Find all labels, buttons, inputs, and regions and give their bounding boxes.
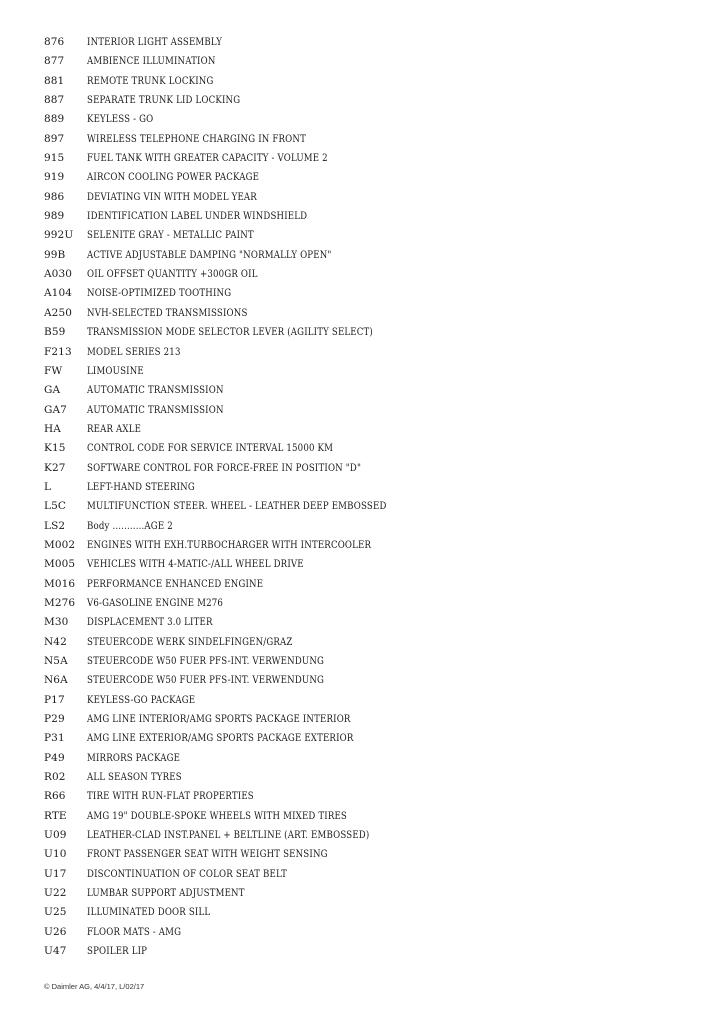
option-description: DISPLACEMENT 3.0 LITER (87, 617, 213, 629)
option-row (44, 420, 684, 439)
option-code: LS2 (44, 519, 66, 532)
option-code: 99B (44, 248, 66, 261)
option-code: U09 (44, 829, 67, 842)
option-row (44, 362, 684, 381)
option-code: B59 (44, 326, 66, 339)
option-row (44, 343, 684, 362)
option-row (44, 459, 684, 478)
option-row (44, 575, 684, 594)
option-row (44, 188, 684, 207)
option-description: MULTIFUNCTION STEER. WHEEL - LEATHER DEEP EMBOSSED (87, 501, 387, 513)
option-code: N5A (44, 655, 68, 667)
option-description: ACTIVE ADJUSTABLE DAMPING "NORMALLY OPEN" (87, 249, 332, 261)
option-row (44, 845, 684, 864)
option-code: A104 (44, 287, 73, 300)
option-code: M276 (44, 596, 76, 609)
option-code: P49 (44, 751, 65, 764)
option-description: FLOOR MATS - AMG (87, 926, 182, 938)
option-row (44, 536, 684, 555)
option-code: HA (44, 422, 61, 435)
option-code: 897 (44, 132, 65, 145)
option-row (44, 304, 684, 323)
option-description: MODEL SERIES 213 (87, 346, 181, 358)
option-description: DISCONTINUATION OF COLOR SEAT BELT (87, 868, 288, 880)
option-row (44, 826, 684, 845)
option-row (44, 52, 684, 71)
option-code: A250 (44, 306, 73, 319)
option-row (44, 787, 684, 806)
option-code-list (44, 33, 684, 962)
option-row (44, 478, 684, 497)
option-code: 889 (44, 113, 65, 126)
option-code: U26 (44, 925, 67, 938)
option-row (44, 652, 684, 671)
option-row (44, 226, 684, 245)
option-code: RTE (44, 809, 67, 822)
option-row (44, 284, 684, 303)
option-row (44, 942, 684, 961)
option-description: SPOILER LIP (87, 946, 148, 958)
option-code: 992U (44, 229, 74, 242)
option-description: Body ...........AGE 2 (87, 520, 173, 532)
option-row (44, 110, 684, 129)
option-description: LEFT-HAND STEERING (87, 481, 195, 493)
option-row (44, 246, 684, 265)
option-row (44, 265, 684, 284)
option-code: 919 (44, 171, 65, 184)
option-description: AUTOMATIC TRANSMISSION (87, 404, 224, 416)
option-code: L (44, 480, 52, 493)
option-description: PERFORMANCE ENHANCED ENGINE (87, 578, 264, 590)
copyright-footer: © Daimler AG, 4/4/17, L/02/17 (44, 982, 145, 991)
option-code: 881 (44, 74, 65, 87)
option-row (44, 749, 684, 768)
option-description: SEPARATE TRUNK LID LOCKING (87, 95, 241, 107)
option-row (44, 33, 684, 52)
option-code: U25 (44, 906, 67, 919)
option-row (44, 884, 684, 903)
option-row (44, 710, 684, 729)
option-row (44, 555, 684, 574)
option-description: AUTOMATIC TRANSMISSION (87, 385, 224, 397)
option-code: FW (44, 364, 63, 377)
option-code: U47 (44, 945, 67, 958)
option-code: GA (44, 384, 61, 397)
option-row (44, 72, 684, 91)
option-description: REAR AXLE (87, 423, 142, 435)
option-description: LIMOUSINE (87, 365, 144, 377)
option-description: TRANSMISSION MODE SELECTOR LEVER (AGILITY SELECT) (87, 327, 373, 339)
option-code: 887 (44, 94, 65, 107)
option-description: IDENTIFICATION LABEL UNDER WINDSHIELD (87, 211, 308, 223)
option-description: V6-GASOLINE ENGINE M276 (87, 597, 224, 609)
option-code: U17 (44, 867, 67, 880)
option-code: M30 (44, 616, 69, 629)
option-description: ALL SEASON TYRES (87, 772, 182, 784)
option-row (44, 207, 684, 226)
option-description: REMOTE TRUNK LOCKING (87, 75, 214, 87)
option-code: U10 (44, 848, 67, 861)
option-row (44, 633, 684, 652)
option-description: SOFTWARE CONTROL FOR FORCE-FREE IN POSITION "D" (87, 462, 362, 474)
option-code: 986 (44, 190, 65, 203)
option-code: 876 (44, 36, 65, 48)
option-code: N42 (44, 635, 67, 648)
option-description: AIRCON COOLING POWER PACKAGE (87, 172, 260, 184)
option-description: OIL OFFSET QUANTITY +300GR OIL (87, 269, 258, 281)
option-row (44, 149, 684, 168)
option-description: ILLUMINATED DOOR SILL (87, 907, 211, 919)
option-row (44, 517, 684, 536)
option-description: NOISE-OPTIMIZED TOOTHING (87, 288, 232, 300)
option-description: STEUERCODE WERK SINDELFINGEN/GRAZ (87, 636, 293, 648)
option-row (44, 497, 684, 516)
option-row (44, 381, 684, 400)
option-description: LEATHER-CLAD INST.PANEL + BELTLINE (ART. EMBOSSED) (87, 830, 370, 842)
option-row (44, 594, 684, 613)
option-code: 989 (44, 210, 65, 223)
option-code: 915 (44, 152, 65, 165)
option-code: N6A (44, 674, 68, 687)
option-row (44, 671, 684, 690)
option-description: AMG LINE INTERIOR/AMG SPORTS PACKAGE INTERIOR (87, 714, 351, 726)
option-code: R02 (44, 771, 66, 784)
option-code: P29 (44, 713, 65, 726)
option-description: WIRELESS TELEPHONE CHARGING IN FRONT (87, 133, 306, 145)
option-code: 877 (44, 55, 65, 68)
option-row (44, 168, 684, 187)
option-description: STEUERCODE W50 FUER PFS-INT. VERWENDUNG (87, 675, 325, 687)
option-description: DEVIATING VIN WITH MODEL YEAR (87, 191, 257, 203)
option-description: INTERIOR LIGHT ASSEMBLY (87, 37, 223, 48)
option-code: K15 (44, 442, 66, 455)
option-description: AMBIENCE ILLUMINATION (87, 56, 216, 68)
option-description: FRONT PASSENGER SEAT WITH WEIGHT SENSING (87, 849, 328, 861)
option-code: M016 (44, 577, 76, 590)
option-description: STEUERCODE W50 FUER PFS-INT. VERWENDUNG (87, 656, 325, 667)
option-row (44, 807, 684, 826)
option-code: M005 (44, 558, 76, 571)
option-description: SELENITE GRAY - METALLIC PAINT (87, 230, 254, 242)
option-description: FUEL TANK WITH GREATER CAPACITY - VOLUME 2 (87, 153, 328, 165)
option-row (44, 439, 684, 458)
option-code: L5C (44, 500, 66, 513)
option-description: KEYLESS - GO (87, 114, 154, 126)
option-description: KEYLESS-GO PACKAGE (87, 694, 196, 706)
option-row (44, 91, 684, 110)
option-code: P17 (44, 693, 65, 706)
option-row (44, 903, 684, 922)
option-row (44, 865, 684, 884)
option-row (44, 613, 684, 632)
option-description: LUMBAR SUPPORT ADJUSTMENT (87, 888, 245, 900)
option-code: K27 (44, 461, 66, 474)
option-row (44, 401, 684, 420)
option-description: CONTROL CODE FOR SERVICE INTERVAL 15000 KM (87, 443, 334, 455)
option-description: MIRRORS PACKAGE (87, 752, 181, 764)
option-row (44, 923, 684, 942)
option-code: P31 (44, 732, 65, 745)
option-description: AMG 19" DOUBLE-SPOKE WHEELS WITH MIXED TIRES (87, 810, 348, 822)
option-row (44, 729, 684, 748)
option-row (44, 323, 684, 342)
option-code: GA7 (44, 403, 67, 416)
option-description: VEHICLES WITH 4-MATIC-/ALL WHEEL DRIVE (87, 559, 304, 571)
option-row (44, 691, 684, 710)
option-row (44, 130, 684, 149)
option-row (44, 768, 684, 787)
option-description: NVH-SELECTED TRANSMISSIONS (87, 307, 248, 319)
option-code: A030 (44, 268, 73, 281)
option-code: R66 (44, 790, 66, 803)
option-description: AMG LINE EXTERIOR/AMG SPORTS PACKAGE EXTERIOR (87, 733, 354, 745)
option-code: F213 (44, 345, 72, 358)
option-code: U22 (44, 887, 67, 900)
option-description: TIRE WITH RUN-FLAT PROPERTIES (87, 791, 254, 803)
option-code: M002 (44, 538, 76, 551)
option-description: ENGINES WITH EXH.TURBOCHARGER WITH INTERCOOLER (87, 539, 372, 551)
